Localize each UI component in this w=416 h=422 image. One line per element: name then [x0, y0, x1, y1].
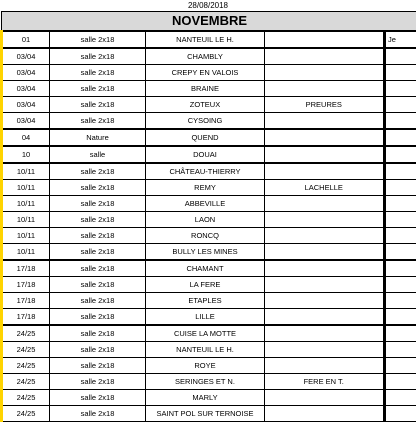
extra-cell [265, 146, 384, 163]
date-cell: 03/04 [2, 97, 50, 113]
salle-cell: salle 2x18 [50, 374, 146, 390]
extra-cell [265, 163, 384, 180]
venue-cell: LILLE [146, 309, 265, 326]
note-cell [386, 48, 416, 65]
note-cell [386, 129, 416, 146]
salle-cell: salle 2x18 [50, 309, 146, 326]
note-cell [386, 65, 416, 81]
note-cell [386, 113, 416, 130]
venue-cell: CYSOING [146, 113, 265, 130]
salle-cell: salle 2x18 [50, 406, 146, 422]
table-row [2, 374, 416, 390]
month-header-row [2, 12, 416, 32]
venue-cell: ETAPLES [146, 293, 265, 309]
venue-cell: DOUAI [146, 146, 265, 163]
note-cell [386, 260, 416, 277]
table-row [2, 180, 416, 196]
salle-cell: salle 2x18 [50, 81, 146, 97]
date-cell: 17/18 [2, 309, 50, 326]
date-cell: 17/18 [2, 277, 50, 293]
venue-cell: LA FERE [146, 277, 265, 293]
schedule-body [2, 12, 416, 422]
date-cell: 03/04 [2, 81, 50, 97]
note-cell [386, 97, 416, 113]
venue-cell: QUEND [146, 129, 265, 146]
table-row [2, 163, 416, 180]
table-row [2, 212, 416, 228]
salle-cell: salle 2x18 [50, 180, 146, 196]
venue-cell: ABBEVILLE [146, 196, 265, 212]
table-row [2, 196, 416, 212]
venue-cell: NANTEUIL LE H. [146, 31, 265, 48]
table-row [2, 228, 416, 244]
extra-cell [265, 65, 384, 81]
salle-cell: salle 2x18 [50, 65, 146, 81]
venue-cell: BULLY LES MINES [146, 244, 265, 261]
venue-cell: NANTEUIL LE H. [146, 342, 265, 358]
salle-cell: salle 2x18 [50, 48, 146, 65]
venue-cell: CHAMBLY [146, 48, 265, 65]
note-cell [386, 146, 416, 163]
salle-cell: Nature [50, 129, 146, 146]
extra-cell [265, 277, 384, 293]
date-cell: 24/25 [2, 406, 50, 422]
date-cell: 24/25 [2, 325, 50, 342]
extra-cell [265, 228, 384, 244]
note-cell [386, 406, 416, 422]
note-cell [386, 244, 416, 261]
date-cell: 03/04 [2, 113, 50, 130]
date-cell: 10/11 [2, 196, 50, 212]
note-cell [386, 180, 416, 196]
date-cell: 10/11 [2, 180, 50, 196]
table-row [2, 81, 416, 97]
salle-cell: salle 2x18 [50, 277, 146, 293]
table-row [2, 342, 416, 358]
extra-cell [265, 129, 384, 146]
extra-cell [265, 196, 384, 212]
salle-cell: salle 2x18 [50, 163, 146, 180]
date-cell: 24/25 [2, 358, 50, 374]
note-cell [386, 358, 416, 374]
salle-cell: salle 2x18 [50, 293, 146, 309]
extra-cell: PREURES [265, 97, 384, 113]
venue-cell: ROYE [146, 358, 265, 374]
table-row [2, 244, 416, 261]
table-row [2, 129, 416, 146]
venue-cell: CHÂTEAU-THIERRY [146, 163, 265, 180]
note-cell [386, 374, 416, 390]
salle-cell: salle 2x18 [50, 325, 146, 342]
date-cell: 03/04 [2, 48, 50, 65]
venue-cell: SAINT POL SUR TERNOISE [146, 406, 265, 422]
salle-cell: salle 2x18 [50, 260, 146, 277]
schedule-table [0, 11, 416, 422]
date-cell: 10/11 [2, 163, 50, 180]
extra-cell [265, 309, 384, 326]
extra-cell [265, 293, 384, 309]
date-cell: 01 [2, 31, 50, 48]
venue-cell: ZOTEUX [146, 97, 265, 113]
extra-cell [265, 31, 384, 48]
salle-cell: salle 2x18 [50, 228, 146, 244]
table-row [2, 325, 416, 342]
date-cell: 10/11 [2, 244, 50, 261]
table-row [2, 309, 416, 326]
note-cell [386, 342, 416, 358]
salle-cell: salle 2x18 [50, 358, 146, 374]
table-row [2, 146, 416, 163]
venue-cell: CUISE LA MOTTE [146, 325, 265, 342]
date-cell: 10/11 [2, 228, 50, 244]
salle-cell: salle 2x18 [50, 31, 146, 48]
extra-cell [265, 244, 384, 261]
note-cell [386, 212, 416, 228]
document-date: 28/08/2018 [0, 1, 416, 11]
salle-cell: salle 2x18 [50, 113, 146, 130]
table-row [2, 293, 416, 309]
table-row [2, 48, 416, 65]
note-cell: Je [386, 31, 416, 48]
table-row [2, 260, 416, 277]
extra-cell [265, 81, 384, 97]
note-cell [386, 325, 416, 342]
note-cell [386, 293, 416, 309]
venue-cell: BRAINE [146, 81, 265, 97]
table-row [2, 358, 416, 374]
extra-cell [265, 406, 384, 422]
extra-cell [265, 260, 384, 277]
table-row [2, 97, 416, 113]
salle-cell: salle 2x18 [50, 196, 146, 212]
date-cell: 10/11 [2, 212, 50, 228]
extra-cell [265, 325, 384, 342]
date-cell: 03/04 [2, 65, 50, 81]
table-row [2, 277, 416, 293]
extra-cell [265, 358, 384, 374]
extra-cell: LACHELLE [265, 180, 384, 196]
date-cell: 17/18 [2, 260, 50, 277]
note-cell [386, 163, 416, 180]
table-row [2, 390, 416, 406]
venue-cell: CREPY EN VALOIS [146, 65, 265, 81]
table-row [2, 31, 416, 48]
note-cell [386, 277, 416, 293]
extra-cell [265, 113, 384, 130]
salle-cell: salle 2x18 [50, 390, 146, 406]
venue-cell: CHAMANT [146, 260, 265, 277]
extra-cell [265, 48, 384, 65]
date-cell: 04 [2, 129, 50, 146]
date-cell: 10 [2, 146, 50, 163]
date-cell: 24/25 [2, 374, 50, 390]
table-row [2, 65, 416, 81]
date-cell: 17/18 [2, 293, 50, 309]
salle-cell: salle 2x18 [50, 212, 146, 228]
note-cell [386, 390, 416, 406]
note-cell [386, 228, 416, 244]
extra-cell: FERE EN T. [265, 374, 384, 390]
salle-cell: salle 2x18 [50, 97, 146, 113]
extra-cell [265, 342, 384, 358]
date-cell: 24/25 [2, 390, 50, 406]
note-cell [386, 81, 416, 97]
extra-cell [265, 390, 384, 406]
note-cell [386, 196, 416, 212]
venue-cell: SERINGES ET N. [146, 374, 265, 390]
date-cell: 24/25 [2, 342, 50, 358]
venue-cell: RONCQ [146, 228, 265, 244]
venue-cell: REMY [146, 180, 265, 196]
salle-cell: salle 2x18 [50, 244, 146, 261]
extra-cell [265, 212, 384, 228]
table-row [2, 406, 416, 422]
salle-cell: salle [50, 146, 146, 163]
venue-cell: MARLY [146, 390, 265, 406]
salle-cell: salle 2x18 [50, 342, 146, 358]
table-row [2, 113, 416, 130]
month-title: NOVEMBRE [2, 12, 416, 32]
note-cell [386, 309, 416, 326]
venue-cell: LAON [146, 212, 265, 228]
